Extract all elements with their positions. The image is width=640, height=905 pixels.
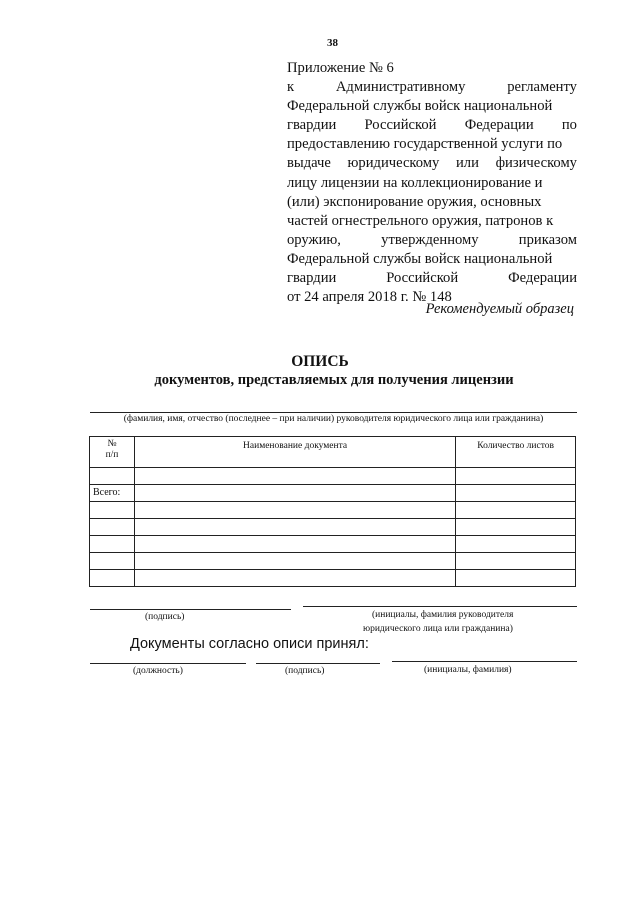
appendix-text: (или) экспонирование оружия, основных bbox=[287, 193, 542, 210]
cell-number[interactable] bbox=[90, 570, 135, 587]
appendix-line bbox=[287, 250, 577, 269]
receiver-initials-line[interactable] bbox=[392, 661, 577, 662]
appendix-text: частей огнестрельного оружия, патронов к bbox=[287, 212, 554, 229]
appendix-text: лицу лицензии на коллекционирование и bbox=[287, 174, 543, 191]
initials-line[interactable] bbox=[303, 606, 577, 607]
appendix-line bbox=[287, 193, 577, 212]
appendix-text: предоставлению государственной услуги по bbox=[287, 136, 563, 153]
cell-sheet-count[interactable] bbox=[456, 553, 576, 570]
appendix-text: по bbox=[561, 117, 577, 134]
receiver-signature-caption: (подпись) bbox=[285, 666, 325, 676]
appendix-line bbox=[287, 97, 577, 116]
table-row bbox=[90, 536, 576, 553]
appendix-line bbox=[287, 231, 577, 250]
table-row-total bbox=[90, 485, 576, 502]
document-subtitle: документов, представляемых для получения лицензии bbox=[154, 372, 514, 388]
appendix-text: гвардии bbox=[287, 117, 337, 134]
column-header-number bbox=[90, 437, 135, 468]
appendix-text: Административному bbox=[335, 79, 466, 96]
cell-document-name[interactable] bbox=[134, 519, 455, 536]
position-caption: (должность) bbox=[133, 666, 183, 676]
appendix-line bbox=[287, 78, 577, 97]
signature-line[interactable] bbox=[90, 609, 291, 610]
table-row bbox=[90, 468, 576, 485]
receiver-signature-line[interactable] bbox=[256, 663, 380, 664]
appendix-line bbox=[287, 269, 577, 288]
inventory-table bbox=[89, 436, 576, 587]
cell-document-name[interactable] bbox=[134, 468, 455, 485]
page-number: 38 bbox=[327, 37, 338, 49]
fio-fill-line[interactable] bbox=[90, 412, 577, 413]
appendix-text: Федеральной службы войск национальной bbox=[287, 250, 553, 267]
cell-sheet-count[interactable] bbox=[456, 502, 576, 519]
cell-sheet-count[interactable] bbox=[456, 536, 576, 553]
cell-document-name[interactable] bbox=[134, 536, 455, 553]
appendix-text: Федерации bbox=[464, 117, 534, 134]
appendix-text: регламенту bbox=[507, 79, 577, 96]
fio-caption: (фамилия, имя, отчество (последнее – при наличии) руководителя юридического лица или гражданина) bbox=[123, 414, 544, 424]
appendix-text: Федерации bbox=[508, 270, 577, 287]
cell-number[interactable] bbox=[90, 519, 135, 536]
signature-caption: (подпись) bbox=[145, 612, 185, 622]
cell-sheet-count[interactable] bbox=[456, 468, 576, 485]
cell-sheet-count[interactable] bbox=[456, 519, 576, 536]
received-statement: Документы согласно описи принял: bbox=[130, 636, 369, 652]
appendix-text: приказом bbox=[518, 231, 577, 248]
column-header-document-name: Наименование документа bbox=[134, 437, 455, 468]
appendix-text: выдаче bbox=[287, 155, 331, 172]
table-row bbox=[90, 502, 576, 519]
appendix-text: Федеральной службы войск национальной bbox=[287, 98, 553, 115]
column-header-number-label: № bbox=[107, 439, 117, 449]
appendix-text: от 24 апреля 2018 г. № 148 bbox=[287, 289, 452, 306]
appendix-text: Российской bbox=[386, 270, 459, 287]
cell-number[interactable] bbox=[90, 502, 135, 519]
appendix-line bbox=[287, 135, 577, 154]
appendix-text: физическому bbox=[495, 155, 577, 172]
cell-document-name[interactable] bbox=[134, 502, 455, 519]
table-row bbox=[90, 570, 576, 587]
column-header-number-sub: п/п bbox=[105, 450, 119, 460]
column-header-sheet-count: Количество листов bbox=[456, 437, 576, 468]
appendix-text: гвардии bbox=[287, 270, 337, 287]
appendix-text: Российской bbox=[364, 117, 437, 134]
table-row bbox=[90, 553, 576, 570]
table-row bbox=[90, 519, 576, 536]
appendix-line bbox=[287, 174, 577, 193]
cell-document-name[interactable] bbox=[134, 570, 455, 587]
appendix-text: оружию, bbox=[287, 231, 341, 248]
appendix-line bbox=[287, 116, 577, 135]
total-label: Всего: bbox=[90, 485, 135, 502]
appendix-text: Приложение № 6 bbox=[287, 60, 394, 76]
document-title: ОПИСЬ bbox=[291, 353, 349, 370]
appendix-text: утвержденному bbox=[381, 231, 479, 248]
cell-sheet-count[interactable] bbox=[456, 570, 576, 587]
appendix-line bbox=[287, 212, 577, 231]
initials-caption-line-2: юридического лица или гражданина) bbox=[363, 624, 513, 634]
recommended-sample-label: Рекомендуемый образец bbox=[425, 301, 574, 317]
appendix-line bbox=[287, 59, 577, 78]
appendix-text: к bbox=[287, 79, 295, 96]
initials-caption-line-1: (инициалы, фамилия руководителя bbox=[372, 610, 514, 620]
appendix-text: или bbox=[456, 155, 479, 172]
appendix-line bbox=[287, 154, 577, 173]
cell-number[interactable] bbox=[90, 468, 135, 485]
appendix-text: юридическому bbox=[347, 155, 440, 172]
cell-number[interactable] bbox=[90, 553, 135, 570]
cell-total-sheet-count[interactable] bbox=[456, 485, 576, 502]
cell-document-name[interactable] bbox=[134, 485, 455, 502]
table-header-row bbox=[90, 437, 576, 468]
cell-number[interactable] bbox=[90, 536, 135, 553]
cell-document-name[interactable] bbox=[134, 553, 455, 570]
receiver-initials-caption: (инициалы, фамилия) bbox=[424, 665, 512, 675]
appendix-header bbox=[287, 59, 577, 307]
position-line[interactable] bbox=[90, 663, 246, 664]
